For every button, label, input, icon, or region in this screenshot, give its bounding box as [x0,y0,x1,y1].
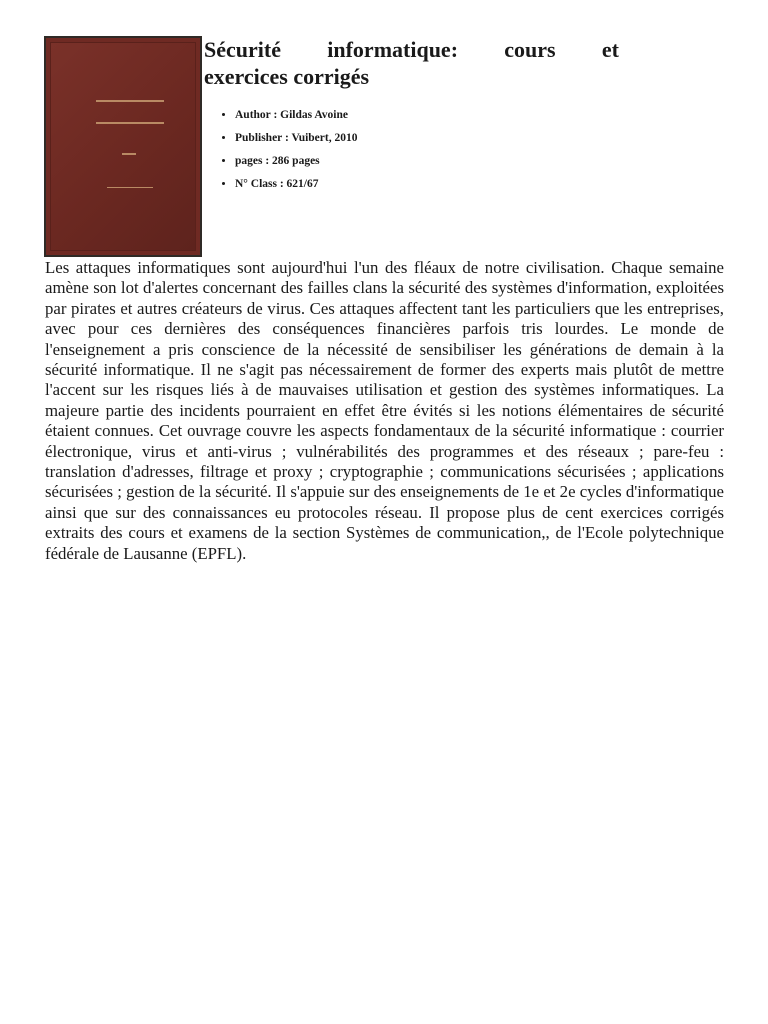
cover-title-rule [96,122,164,124]
book-class-number: • N° Class : 621/67 [235,173,619,196]
book-title-line: exercices corrigés [204,64,370,89]
cover-title-rule [96,100,164,102]
book-details-list [204,104,619,196]
book-author: • Author : Gildas Avoine [235,104,619,127]
book-cover-image [44,36,202,257]
book-header [204,36,619,196]
book-description: Les attaques informatiques sont aujourd'hui l'un des fléaux de notre civilisation. Chaque semaine amène son lot d'alertes concernant des failles clans la sécurité des systèmes d'information, exploitées par pirates et autres créateurs de virus. Ces attaques affectent tant les particuliers que les entreprises, avec pour ces dernières des conséquences financières parfois tris lourdes. Le monde de l'enseignement a pris conscience de la nécessité de sensibiliser les générations de demain à la sécurité informatique. Il ne s'agit pas nécessairement de former des experts mais plutôt de mettre l'accent sur les risques liés à de mauvaises utilisation et gestion des systèmes informatiques. La majeure partie des incidents pourraient en effet être évités si les notions élémentaires de sécurité étaient connues. Cet ouvrage couvre les aspects fondamentaux de la sécurité informatique : courrier électronique, virus et anti-virus ; vulnérabilités des programmes et des réseaux ; pare-feu : translation d'adresses, filtrage et proxy ; cryptographie ; communications sécurisées ; applications sécurisées ; gestion de la sécurité. Il s'appuie sur des enseignements de 1e et 2e cycles d'informatique ainsi que sur des connaissances eu protocoles réseau. Il propose plus de cent exercices corrigés extraits des cours et examens de la section Systèmes de communication,, de l'Ecole polytechnique fédérale de Lausanne (EPFL). [45,258,724,563]
book-title [204,36,619,90]
cover-author-rule [107,187,153,188]
cover-emblem [122,153,136,155]
book-pages: • pages : 286 pages [235,150,619,173]
book-publisher: • Publisher : Vuibert, 2010 [235,127,619,150]
book-title-line: Sécurité informatique: cours et [204,37,619,62]
book-cover-panel [50,42,196,251]
